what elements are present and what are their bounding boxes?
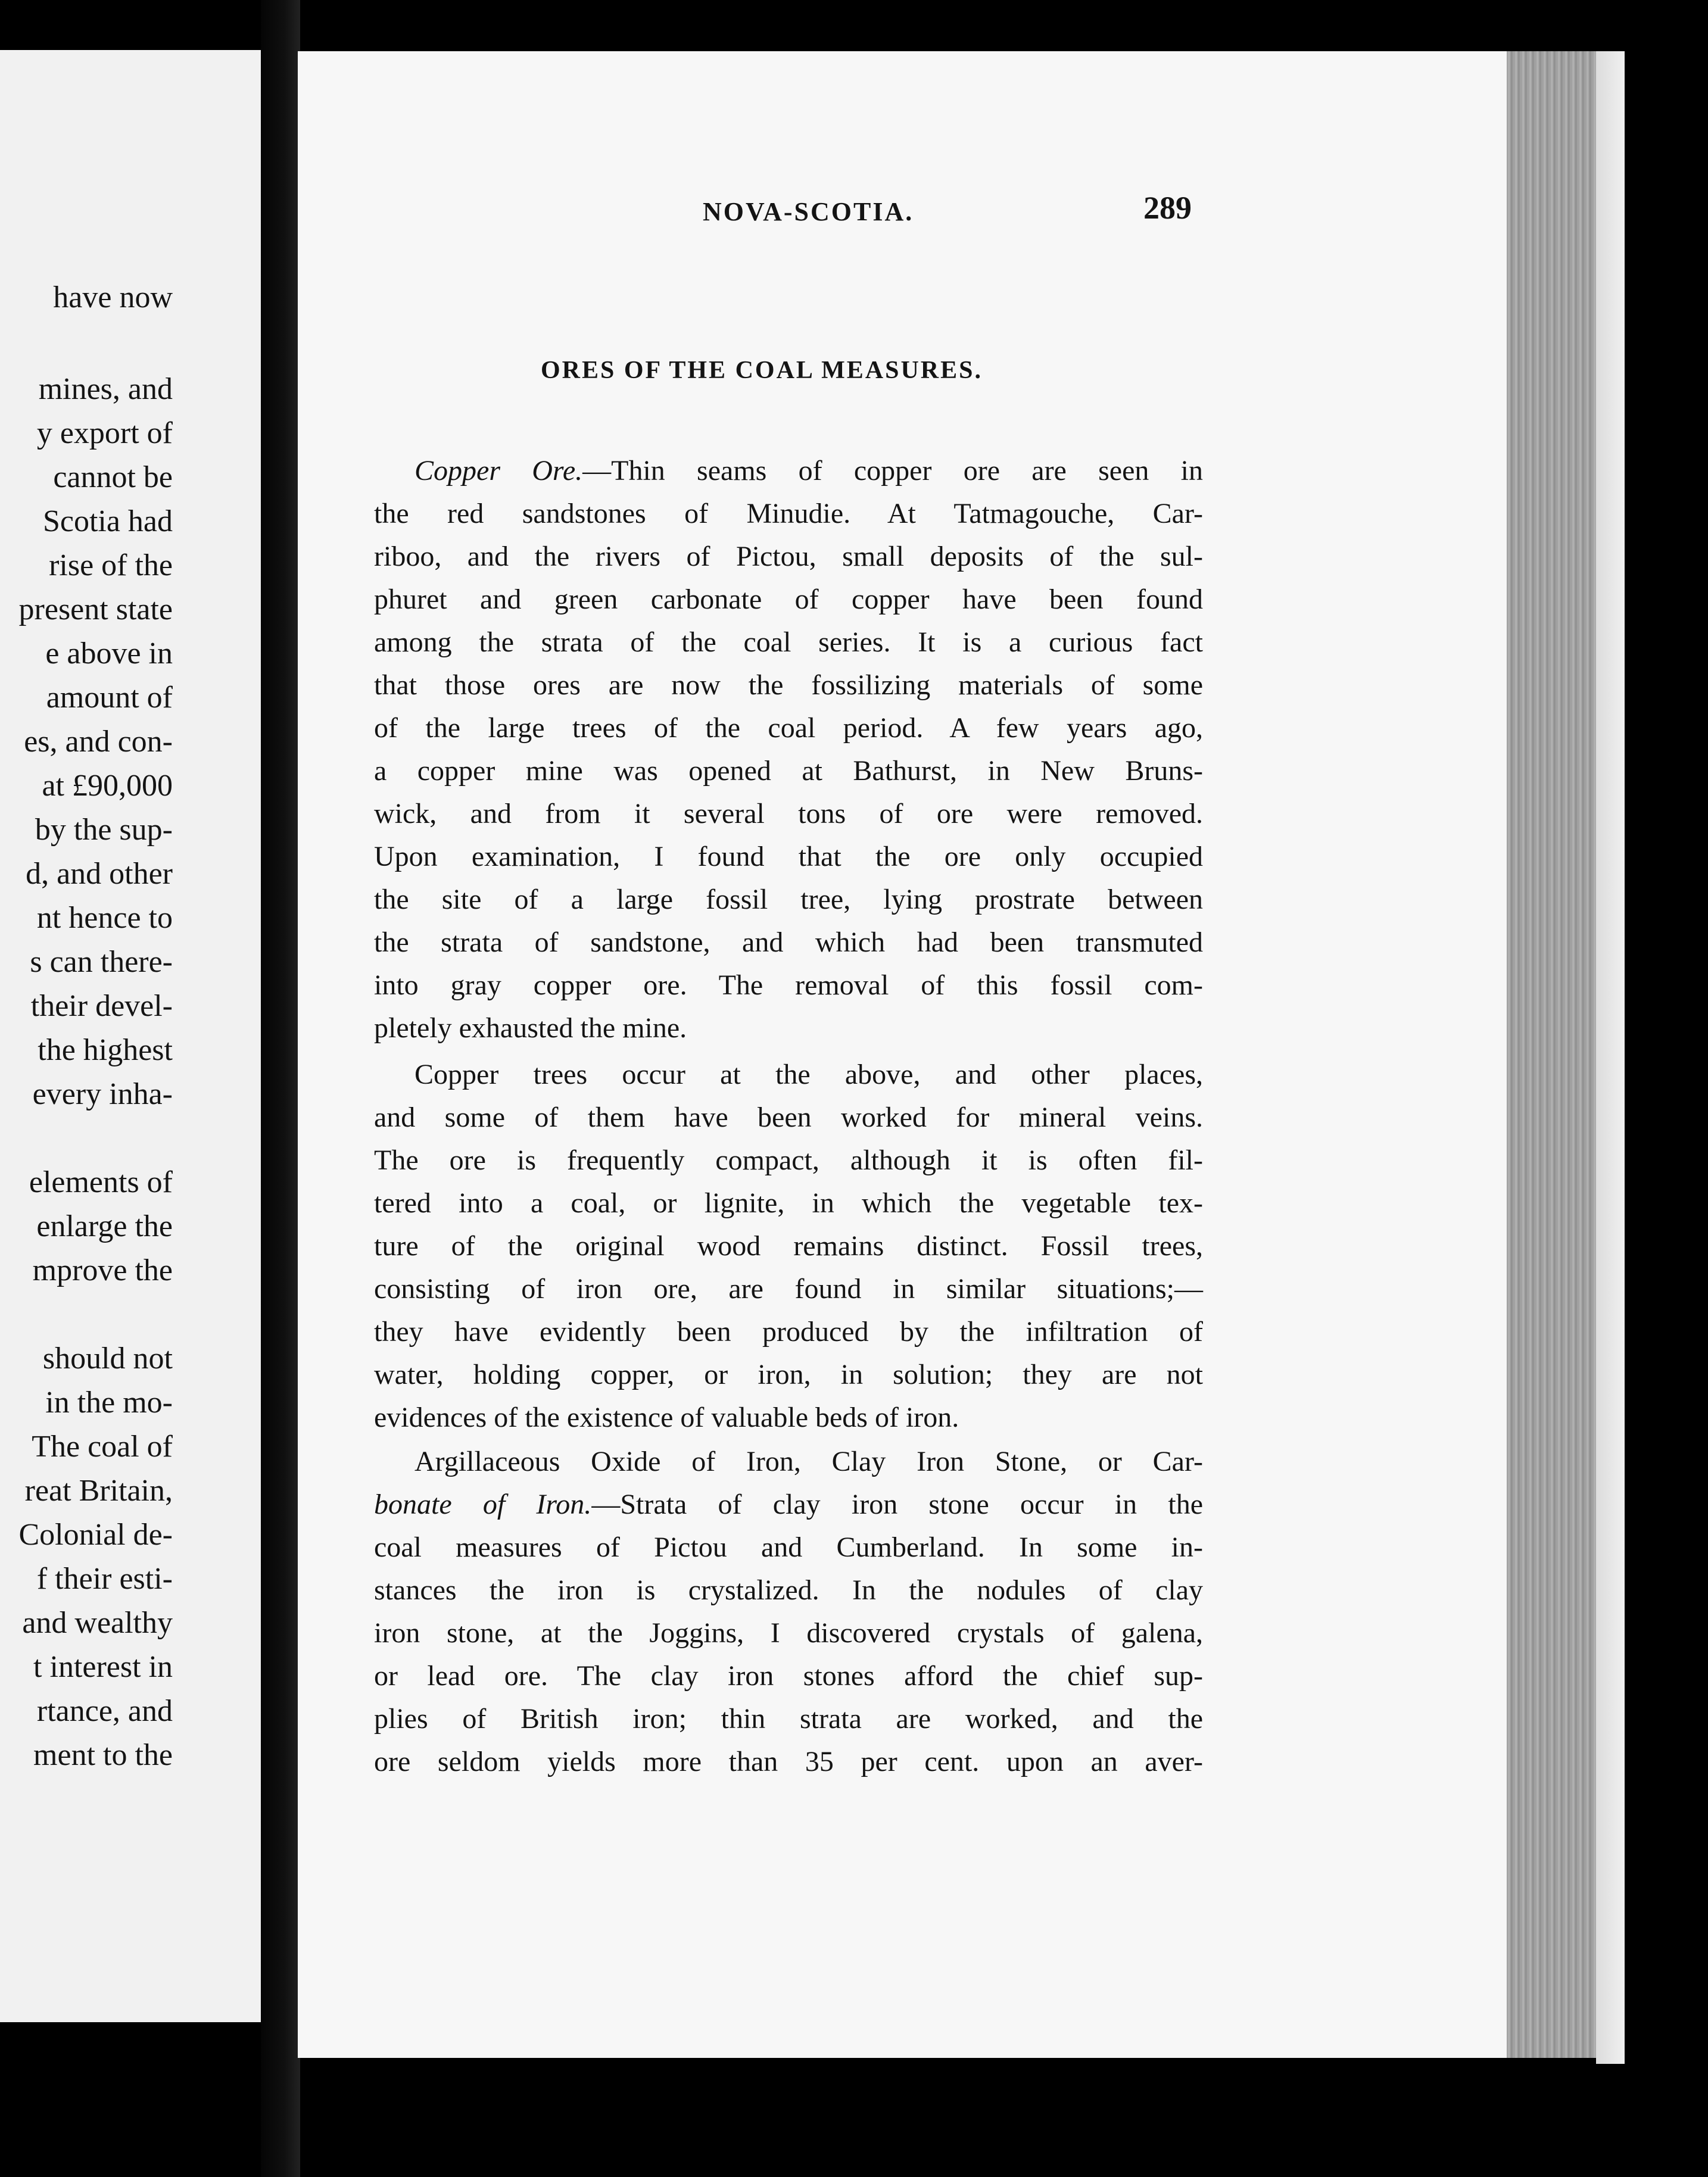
left-text-line: mines, and — [38, 372, 173, 406]
paragraph-line: coal measures of Pictou and Cumberland. In some in- — [374, 1532, 1203, 1563]
paragraph-line: among the strata of the coal series. It is a curious fact — [374, 626, 1203, 658]
left-text-line: nt hence to — [36, 901, 173, 935]
left-text-line: Scotia had — [42, 504, 173, 538]
running-head: NOVA-SCOTIA. — [703, 197, 914, 226]
paragraph-line: phuret and green carbonate of copper have been found — [374, 584, 1203, 615]
left-text-line: rtance, and — [36, 1694, 173, 1728]
paragraph-line: plies of British iron; thin strata are worked, and the — [374, 1703, 1203, 1735]
left-text-line: Colonial de- — [18, 1518, 173, 1552]
paragraph-line: ore seldom yields more than 35 per cent. upon an aver- — [374, 1746, 1203, 1777]
left-facing-page — [0, 50, 261, 2022]
paragraph-line: Upon examination, I found that the ore only occupied — [374, 841, 1203, 872]
left-text-line: should not — [42, 1342, 173, 1376]
left-text-line: elements of — [29, 1165, 173, 1199]
left-text-line: rise of the — [49, 548, 173, 582]
left-text-line: and wealthy — [22, 1606, 173, 1640]
left-text-line: d, and other — [26, 857, 173, 891]
paragraph-text: —Thin seams of copper ore are seen in — [582, 455, 1204, 486]
paragraph-line: riboo, and the rivers of Pictou, small deposits of the sul- — [374, 541, 1203, 572]
left-text-line: y export of — [36, 416, 173, 450]
section-heading: ORES OF THE COAL MEASURES. — [541, 357, 983, 384]
paragraph-line: The ore is frequently compact, although it is often fil- — [374, 1144, 1203, 1176]
paragraph-line: stances the iron is crystalized. In the nodules of clay — [374, 1574, 1203, 1606]
paragraph-line: the site of a large fossil tree, lying prostrate between — [374, 884, 1203, 915]
page-edges — [1507, 51, 1596, 2058]
left-text-line: the highest — [38, 1033, 173, 1067]
paragraph-line — [414, 454, 1203, 488]
left-text-line: t interest in — [33, 1650, 173, 1684]
paragraph-line: Argillaceous Oxide of Iron, Clay Iron Stone, or Car- — [414, 1446, 1203, 1477]
left-text-line: es, and con- — [24, 725, 173, 759]
page-number: 289 — [1143, 190, 1192, 226]
left-text-line: present state — [18, 592, 173, 626]
paragraph-line — [374, 1487, 1203, 1522]
page-edge-lip — [1596, 51, 1625, 2064]
paragraph-line: iron stone, at the Joggins, I discovered crystals of galena, — [374, 1617, 1203, 1649]
left-text-line: have now — [53, 280, 173, 314]
left-text-line: in the mo- — [45, 1386, 173, 1420]
run-in-heading: Copper Ore. — [414, 455, 583, 486]
paragraph-line: wick, and from it several tons of ore were removed. — [374, 798, 1203, 829]
paragraph-line: Copper trees occur at the above, and other places, — [414, 1059, 1203, 1090]
left-text-line: enlarge the — [36, 1209, 173, 1243]
paragraph-line: that those ores are now the fossilizing materials of some — [374, 669, 1203, 701]
run-in-heading: bonate of Iron. — [374, 1489, 592, 1520]
left-text-line: The coal of — [32, 1430, 173, 1464]
paragraph-line: of the large trees of the coal period. A few years ago, — [374, 712, 1203, 744]
paragraph-line: into gray copper ore. The removal of this fossil com- — [374, 969, 1203, 1001]
paragraph-line: consisting of iron ore, are found in similar situations;— — [374, 1273, 1203, 1305]
left-text-line: by the sup- — [35, 813, 173, 847]
left-text-line: cannot be — [53, 460, 173, 494]
left-text-line: e above in — [45, 637, 173, 670]
left-text-line: their devel- — [30, 989, 173, 1023]
left-text-line: reat Britain, — [24, 1474, 173, 1508]
paragraph-line: tered into a coal, or lignite, in which the vegetable tex- — [374, 1187, 1203, 1219]
left-text-line: at £90,000 — [42, 769, 173, 803]
paragraph-line: they have evidently been produced by the infiltration of — [374, 1316, 1203, 1348]
paragraph-line: pletely exhausted the mine. — [374, 1012, 687, 1044]
paragraph-line: the strata of sandstone, and which had been transmuted — [374, 927, 1203, 958]
paragraph-line: and some of them have been worked for mineral veins. — [374, 1102, 1203, 1133]
book-gutter — [261, 0, 300, 2177]
left-text-line: mprove the — [32, 1253, 173, 1287]
paragraph-line: ture of the original wood remains distinct. Fossil trees, — [374, 1230, 1203, 1262]
left-text-line: s can there- — [30, 945, 173, 979]
paragraph-line: the red sandstones of Minudie. At Tatmagouche, Car- — [374, 498, 1203, 529]
left-text-line: every inha- — [32, 1077, 173, 1111]
paragraph-text: —Strata of clay iron stone occur in the — [591, 1489, 1203, 1520]
paragraph-line: a copper mine was opened at Bathurst, in New Bruns- — [374, 755, 1203, 787]
paragraph-line: evidences of the existence of valuable beds of iron. — [374, 1402, 959, 1433]
left-text-line: amount of — [46, 681, 173, 715]
left-text-line: f their esti- — [36, 1562, 173, 1596]
paragraph-line: or lead ore. The clay iron stones afford the chief sup- — [374, 1660, 1203, 1692]
left-text-line: ment to the — [33, 1738, 173, 1772]
paragraph-line: water, holding copper, or iron, in solution; they are not — [374, 1359, 1203, 1390]
